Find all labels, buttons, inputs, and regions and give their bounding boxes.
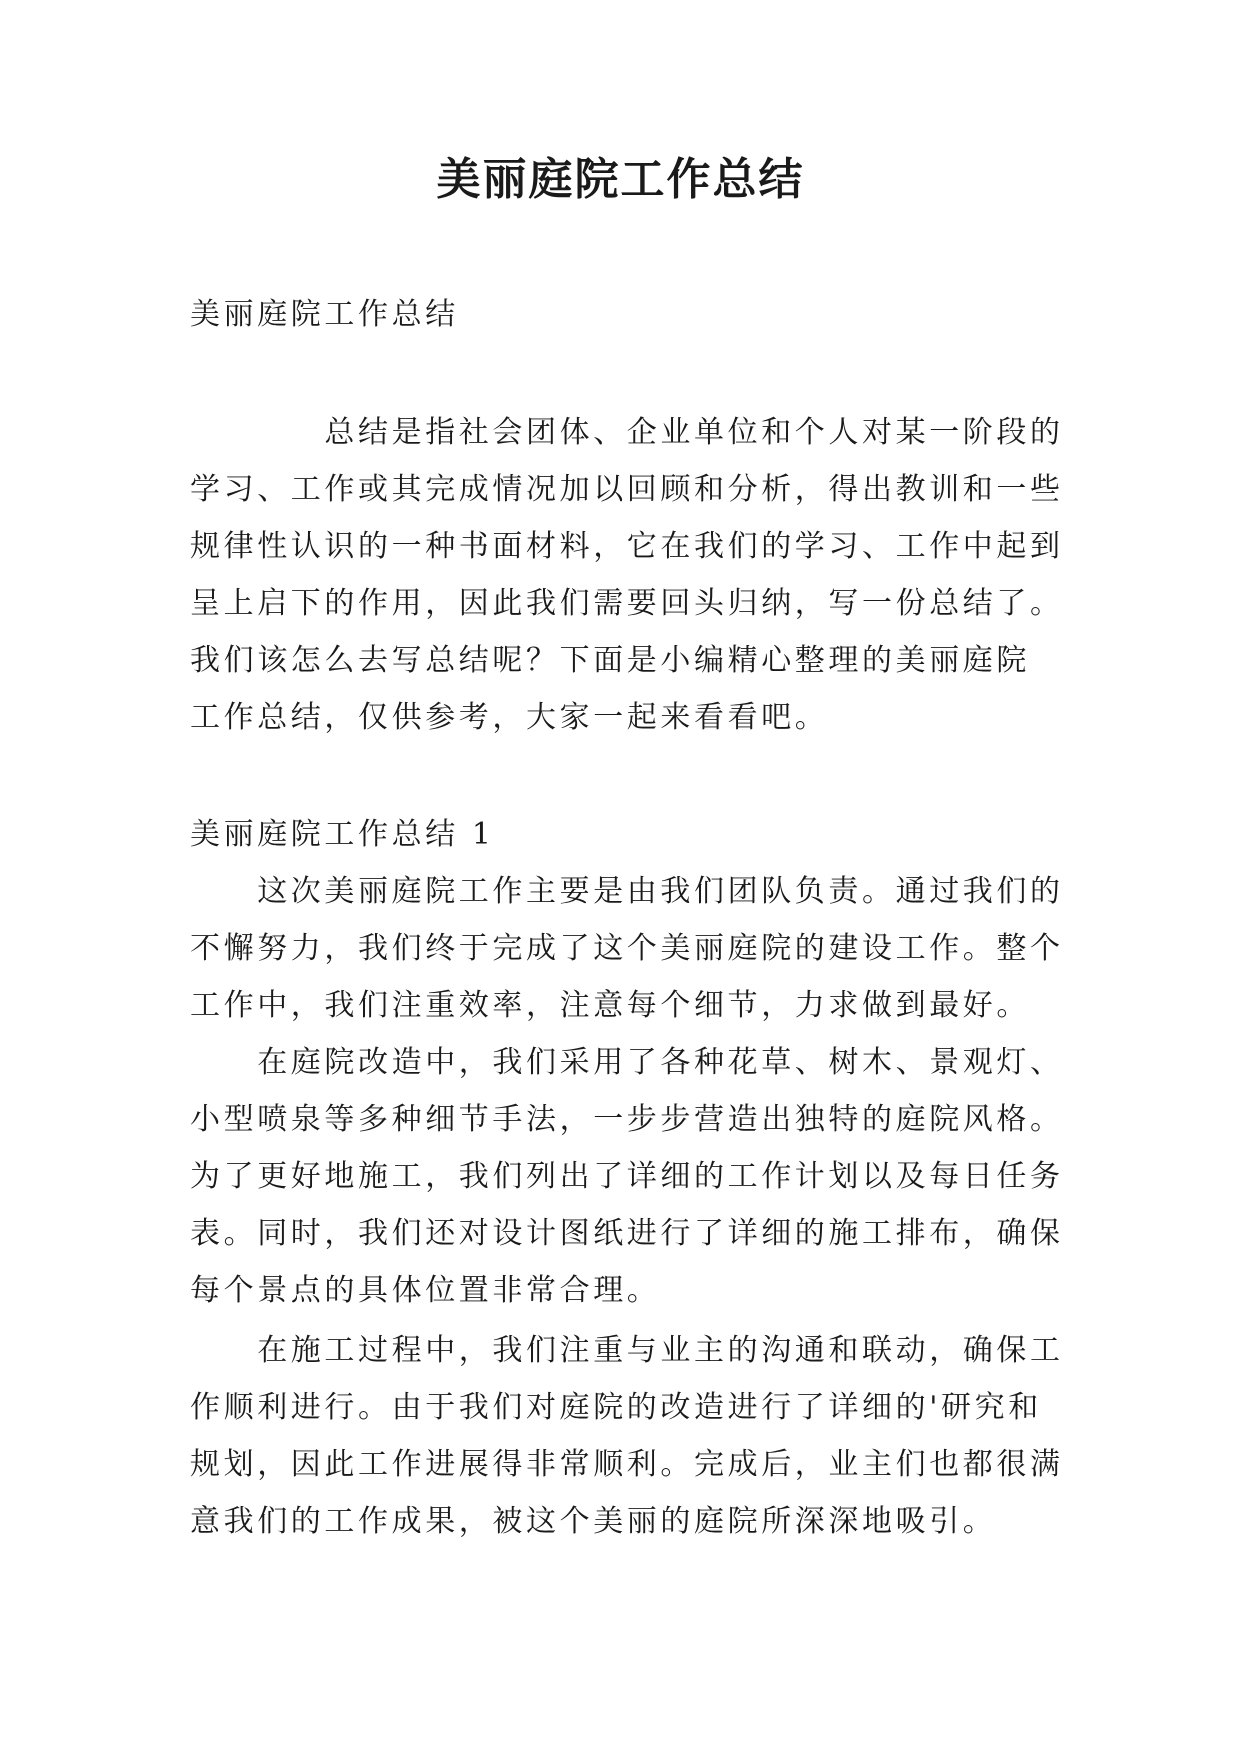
section-heading: 美丽庭院工作总结 1: [190, 817, 495, 852]
intro-line: 总结是指社会团体、企业单位和个人对某一阶段的: [190, 415, 1064, 450]
section-line: 作顺利进行。由于我们对庭院的改造进行了详细的'研究和: [190, 1390, 1042, 1425]
section-line: 工作中，我们注重效率，注意每个细节，力求做到最好。: [190, 988, 1030, 1023]
intro-line: 学习、工作或其完成情况加以回顾和分析，得出教训和一些: [190, 472, 1064, 507]
section-line: 每个景点的具体位置非常合理。: [190, 1273, 661, 1308]
intro-line: 我们该怎么去写总结呢？下面是小编精心整理的美丽庭院: [190, 643, 1030, 678]
section-line: 不懈努力，我们终于完成了这个美丽庭院的建设工作。整个: [190, 931, 1064, 966]
section-line: 在施工过程中，我们注重与业主的沟通和联动，确保工: [190, 1333, 1064, 1368]
intro-line: 工作总结，仅供参考，大家一起来看看吧。: [190, 700, 829, 735]
section-line: 这次美丽庭院工作主要是由我们团队负责。通过我们的: [190, 874, 1064, 909]
document-subtitle: 美丽庭院工作总结: [190, 297, 459, 332]
intro-line: 呈上启下的作用，因此我们需要回头归纳，写一份总结了。: [190, 586, 1064, 621]
section-line: 规划，因此工作进展得非常顺利。完成后，业主们也都很满: [190, 1447, 1064, 1482]
section-line: 意我们的工作成果，被这个美丽的庭院所深深地吸引。: [190, 1504, 997, 1539]
section-line: 表。同时，我们还对设计图纸进行了详细的施工排布，确保: [190, 1216, 1064, 1251]
intro-line: 规律性认识的一种书面材料，它在我们的学习、工作中起到: [190, 529, 1064, 564]
document-title: 美丽庭院工作总结: [436, 154, 805, 205]
section-line: 在庭院改造中，我们采用了各种花草、树木、景观灯、: [190, 1045, 1064, 1080]
section-line: 小型喷泉等多种细节手法，一步步营造出独特的庭院风格。: [190, 1102, 1064, 1137]
section-line: 为了更好地施工，我们列出了详细的工作计划以及每日任务: [190, 1159, 1064, 1194]
